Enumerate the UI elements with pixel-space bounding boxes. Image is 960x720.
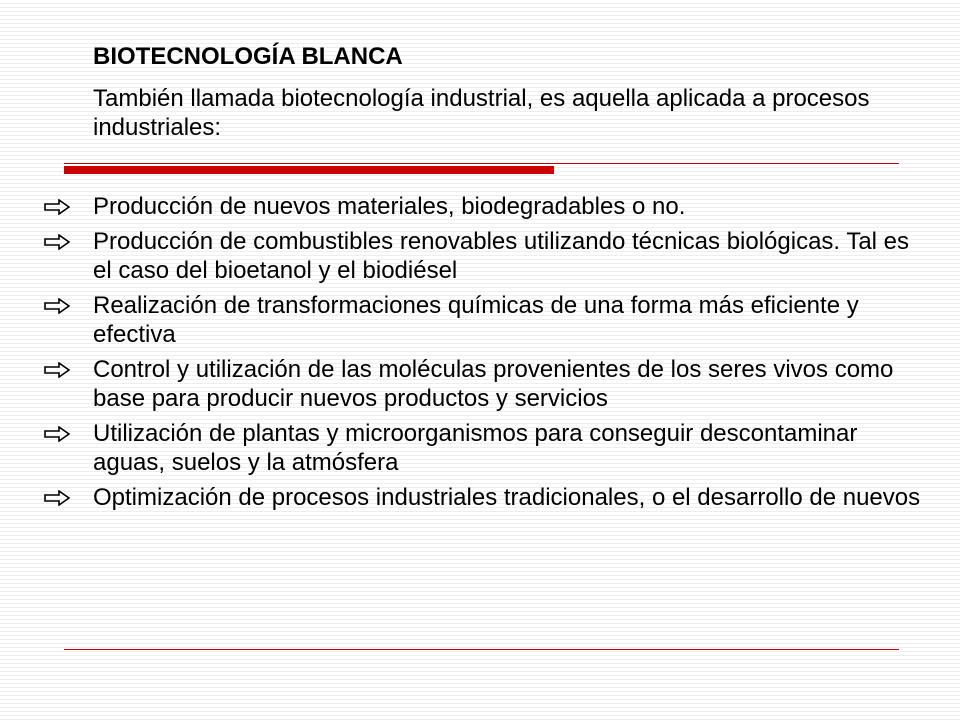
bullet-text: Producción de nuevos materiales, biodegradables o no.: [93, 193, 686, 220]
bullet-text: Control y utilización de las moléculas provenientes de los seres vivos como base para producir nuevos productos y servicios: [93, 356, 894, 412]
list-item: [44, 483, 924, 512]
hollow-arrow-right-icon: [44, 234, 70, 250]
bullet-text: Producción de combustibles renovables utilizando técnicas biológicas. Tal es el caso del bioetanol y el biodiésel: [93, 228, 910, 284]
list-item: [44, 355, 924, 413]
slide-intro: También llamada biotecnología industrial, es aquella aplicada a procesos industriales:: [93, 85, 870, 141]
bullet-list: [44, 192, 924, 518]
top-divider-thin: [64, 163, 899, 164]
bullet-text: Optimización de procesos industriales tradicionales, o el desarrollo de nuevos: [93, 484, 921, 511]
hollow-arrow-right-icon: [44, 362, 70, 378]
hollow-arrow-right-icon: [44, 199, 70, 215]
slide-title: BIOTECNOLOGÍA BLANCA: [93, 43, 403, 70]
bottom-divider-thin: [64, 649, 899, 650]
list-item: [44, 291, 924, 349]
top-divider-thick: [64, 166, 554, 174]
hollow-arrow-right-icon: [44, 298, 70, 314]
hollow-arrow-right-icon: [44, 426, 70, 442]
list-item: [44, 419, 924, 477]
list-item: [44, 227, 924, 285]
bullet-text: Realización de transformaciones químicas de una forma más eficiente y efectiva: [93, 292, 859, 348]
bullet-text: Utilización de plantas y microorganismos para conseguir descontaminar aguas, suelos y la atmósfera: [93, 420, 858, 476]
hollow-arrow-right-icon: [44, 490, 70, 506]
list-item: [44, 192, 924, 221]
